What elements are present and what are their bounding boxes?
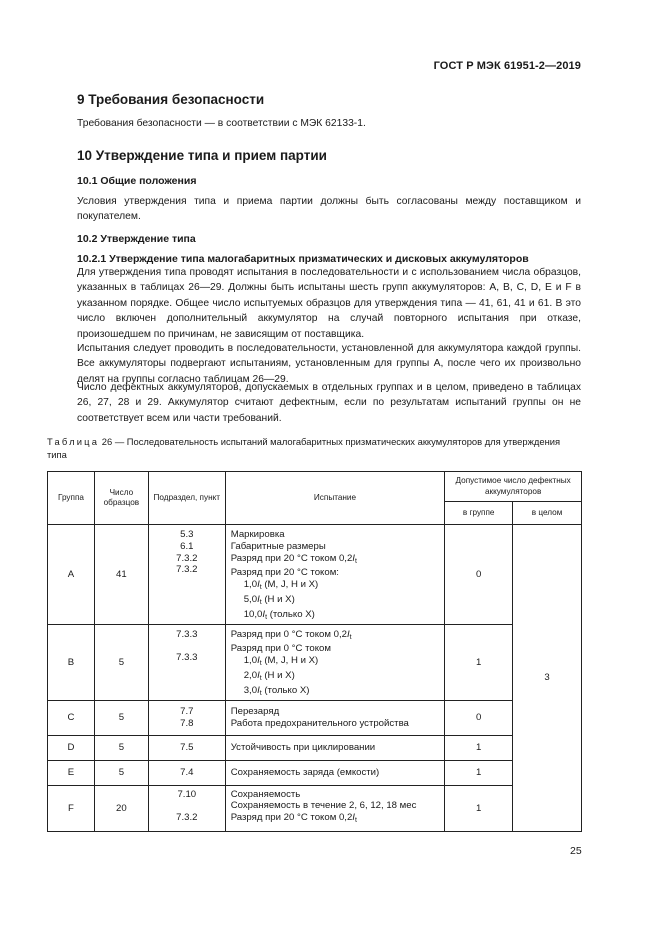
cell-samples: 5 (94, 624, 148, 700)
test-line (231, 670, 445, 685)
test-line (231, 579, 445, 594)
table-caption (47, 436, 581, 461)
cell-tests: Перезаряд Работа предохранительного устройства (225, 700, 445, 735)
test-line-suffix: (M, J, H и X) (261, 655, 319, 667)
test-line: Маркировка (230, 529, 285, 540)
cell-clauses: 7.5 (148, 735, 225, 760)
cell-group: F (48, 785, 95, 831)
test-line-suffix: (M, J, H и X) (261, 579, 319, 591)
current-symbol: I (352, 552, 355, 564)
test-line (231, 594, 445, 609)
cell-samples: 20 (94, 785, 148, 831)
current-symbol: I (257, 579, 260, 591)
cell-tests: Устойчивость при циклировании (225, 735, 445, 760)
header-samples: Число образцов (94, 472, 148, 525)
paragraph-1 (77, 265, 581, 342)
current-subscript: t (259, 584, 262, 592)
test-line (231, 609, 445, 624)
page-number: 25 (570, 845, 582, 857)
test-line-text: 1,0 (243, 579, 258, 591)
paragraph-1-text: Для утверждения типа проводят испытания в последовательности и с использованием числа образцов, указанных в таблицах 26—29. Должны быть испытаны шесть групп аккумуляторов: A, B, C, D, E и F в указанном порядке. Общее число испытуемых образцов для утверждения типа — 41, 61, 41 и 61. В это число включен дополнительный аккумулятор на случай повторного испытания при отказе, произошедшем по причинам, не зависящим от поставщика. (77, 267, 581, 340)
test-line-text: 10,0 (243, 608, 263, 620)
document-header: ГОСТ Р МЭК 61951-2—2019 (433, 60, 581, 72)
current-symbol: I (257, 684, 260, 696)
table-row-a (48, 525, 582, 625)
test-line: Габаритные размеры (230, 540, 326, 552)
paragraph-3 (77, 380, 581, 426)
current-subscript: t (354, 817, 357, 825)
header-allowed-defects: Допустимое число дефектных аккумуляторов (445, 472, 582, 502)
paragraph-3-text: Число дефектных аккумуляторов, допускаемых в отдельных группах и в целом, приведено в таблицах 26, 27, 28 и 29. Аккумулятор считают дефектным, если по результатам испытаний группы он не соответствует всем или части требований. (77, 382, 581, 424)
test-line: Сохраняемость (230, 788, 301, 800)
section-10-2-1-title: 10.2.1 Утверждение типа малогабаритных призматических и дисковых аккумуляторов (77, 253, 529, 265)
cell-clauses: 5.3 6.1 7.3.2 7.3.2 (148, 525, 225, 625)
table-row-c (48, 700, 582, 735)
test-line-text: 3,0 (243, 684, 258, 696)
section-10-2-title: 10.2 Утверждение типа (77, 233, 196, 245)
cell-group: B (48, 624, 95, 700)
header-total: в целом (513, 502, 582, 525)
test-line-suffix: (H и X) (261, 669, 295, 681)
cell-group: C (48, 700, 95, 735)
section-10-1-title: 10.1 Общие положения (77, 175, 197, 187)
cell-tests (225, 525, 445, 625)
test-line: Разряд при 0 °C током (230, 643, 331, 655)
current-symbol: I (257, 669, 260, 681)
current-symbol: I (257, 655, 260, 667)
test-line-text: Разряд при 20 °C током 0,2 (230, 552, 353, 564)
test-line (231, 655, 445, 670)
current-symbol: I (257, 593, 260, 605)
cell-group: A (48, 525, 95, 625)
test-line-text: Разряд при 0 °C током 0,2 (230, 628, 347, 640)
cell-clauses: 7.10 7.3.2 (148, 785, 225, 831)
table-row-f (48, 785, 582, 831)
header-in-group: в группе (445, 502, 513, 525)
cell-group: D (48, 735, 95, 760)
test-line-text: 1,0 (243, 655, 258, 667)
cell-group: E (48, 760, 95, 785)
cell-clauses: 7.3.3 7.3.3 (148, 624, 225, 700)
cell-tests (225, 785, 445, 831)
cell-in-group: 1 (445, 785, 513, 831)
test-sequence-table (47, 471, 582, 832)
header-test: Испытание (225, 472, 445, 525)
cell-samples: 5 (94, 700, 148, 735)
cell-tests: Сохраняемость заряда (емкости) (225, 760, 445, 785)
current-subscript: t (259, 598, 262, 606)
cell-in-group: 0 (445, 700, 513, 735)
cell-clauses: 7.4 (148, 760, 225, 785)
current-symbol: I (346, 628, 350, 640)
section-9-title: 9 Требования безопасности (77, 92, 265, 107)
cell-in-group: 0 (445, 525, 513, 625)
cell-tests (225, 624, 445, 700)
test-line: Разряд при 20 °C током: (230, 567, 339, 579)
paragraph-2-text: Испытания следует проводить в последовательности, установленной для аккумулятора каждой группы. Все аккумуляторы подвергают испытаниям, установленным для группы A, после чего их произвольно делят на группы согласно таблицам 26—29. (77, 343, 581, 385)
current-subscript: t (349, 633, 352, 641)
table-caption-word: Таблица (47, 436, 100, 447)
table-row-e (48, 760, 582, 785)
test-line: Сохраняемость в течение 2, 6, 12, 18 мес (230, 800, 417, 812)
section-9-text: Требования безопасности — в соответствии с МЭК 62133-1. (77, 118, 366, 129)
cell-samples: 5 (94, 735, 148, 760)
current-symbol: I (352, 812, 355, 824)
current-subscript: t (354, 557, 357, 565)
table-row-b (48, 624, 582, 700)
cell-clauses: 7.7 7.8 (148, 700, 225, 735)
current-subscript: t (259, 674, 262, 682)
test-line-suffix: (только X) (267, 608, 315, 620)
current-subscript: t (259, 660, 262, 668)
header-clause: Подраздел, пункт (148, 472, 225, 525)
cell-samples: 5 (94, 760, 148, 785)
test-line (231, 629, 445, 644)
test-line-text: 5,0 (243, 593, 258, 605)
test-line-suffix: (только X) (261, 684, 310, 696)
test-line-text: Разряд при 20 °C током 0,2 (230, 812, 353, 824)
table-caption-text: 26 — Последовательность испытаний малогабаритных призматических аккумуляторов для утверждения типа (47, 436, 561, 460)
test-line-text: 2,0 (243, 669, 258, 681)
table-row-d (48, 735, 582, 760)
section-10-title: 10 Утверждение типа и прием партии (77, 148, 327, 163)
test-line (231, 553, 445, 568)
current-subscript: t (265, 613, 268, 621)
test-line (231, 685, 445, 700)
cell-total: 3 (513, 525, 582, 832)
test-line (231, 812, 445, 827)
current-symbol: I (262, 608, 266, 620)
current-subscript: t (259, 689, 262, 697)
cell-in-group: 1 (445, 624, 513, 700)
cell-in-group: 1 (445, 735, 513, 760)
header-group: Группа (48, 472, 95, 525)
cell-samples: 41 (94, 525, 148, 625)
test-line-suffix: (H и X) (261, 593, 295, 605)
section-10-1-text: Условия утверждения типа и приема партии должны быть согласованы между поставщиком и покупателем. (77, 196, 581, 223)
cell-in-group: 1 (445, 760, 513, 785)
